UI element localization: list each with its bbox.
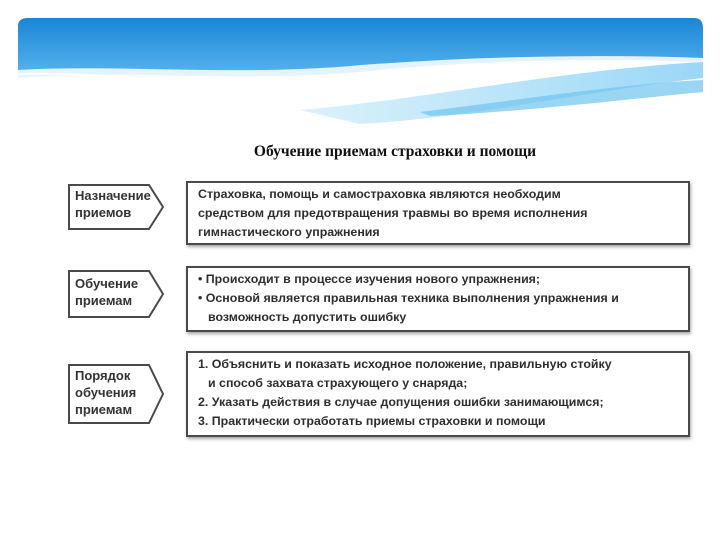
row-content-purpose [186, 181, 690, 245]
content-line: • Происходит в процессе изучения нового упражнения; [198, 272, 541, 286]
row-content-training [186, 266, 690, 332]
row-content-order [186, 351, 690, 437]
content-line: 3. Практически отработать приемы страховки и помощи [198, 414, 546, 428]
row-label-purpose [68, 184, 164, 230]
row-label-text: Порядок обучения приемам [75, 368, 137, 417]
row-label-training [68, 270, 164, 318]
header-wave-banner [0, 0, 720, 140]
content-line: средством для предотвращения травмы во время исполнения [198, 206, 588, 220]
content-line: 1. Объяснить и показать исходное положение, правильную стойку [198, 357, 612, 371]
slide-title: Обучение приемам страховки и помощи [253, 143, 537, 160]
row-label-text: Назначение приемов [75, 188, 151, 220]
content-line: 2. Указать действия в случае допущения ошибки занимающимся; [198, 395, 604, 409]
content-line: гимнастического упражнения [198, 225, 380, 239]
content-line: Страховка, помощь и самостраховка являются необходим [198, 187, 561, 201]
row-label-order [68, 364, 164, 424]
content-line: • Основой является правильная техника выполнения упражнения и [198, 291, 619, 305]
row-label-text: Обучение приемам [75, 276, 139, 308]
content-line: возможность допустить ошибку [208, 310, 407, 324]
content-line: и способ захвата страхующего у снаряда; [208, 376, 468, 390]
